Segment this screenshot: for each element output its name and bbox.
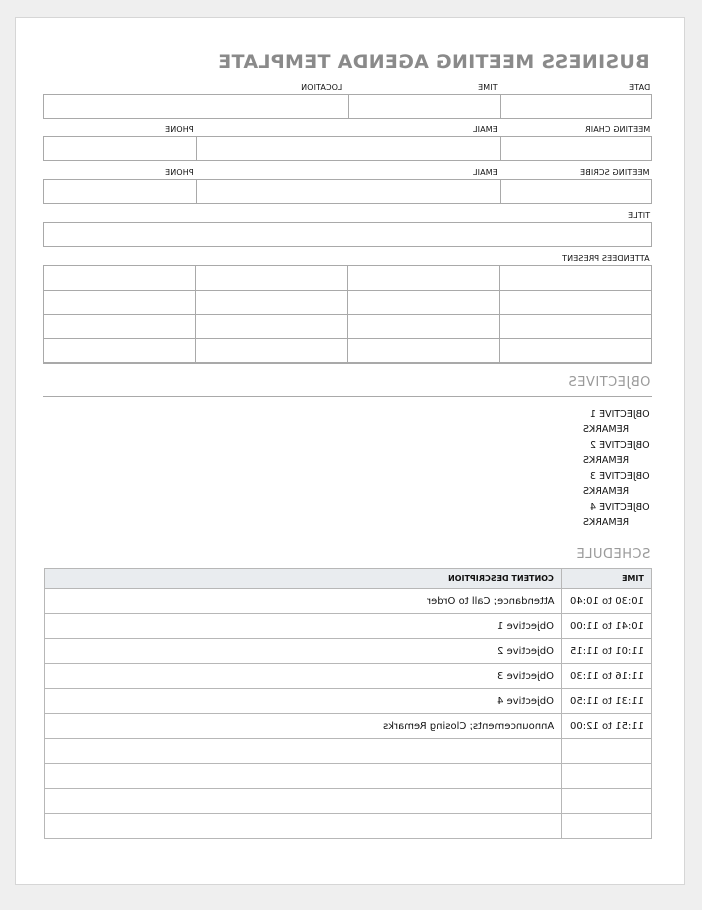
meeting-scribe-row xyxy=(43,179,652,204)
attendee-cell[interactable] xyxy=(347,339,499,362)
meeting-chair-row xyxy=(43,136,652,161)
table-row xyxy=(45,614,652,639)
attendee-cell[interactable] xyxy=(195,266,347,290)
chair-email-label: EMAIL xyxy=(473,125,498,134)
date-time-location-row xyxy=(43,94,652,119)
content-cell[interactable]: Objective 4 xyxy=(45,689,562,714)
table-row xyxy=(45,714,652,739)
date-label: DATE xyxy=(628,83,650,92)
content-cell[interactable]: Objective 1 xyxy=(45,614,562,639)
objective-1-label: OBJECTIVE 1 xyxy=(590,409,650,420)
time-cell[interactable]: 10:30 to 10:40 xyxy=(562,589,652,614)
schedule-table xyxy=(44,568,652,839)
attendee-cell[interactable] xyxy=(44,315,195,338)
location-label: LOCATION xyxy=(300,83,342,92)
meeting-chair-label: MEETING CHAIR xyxy=(584,125,650,134)
content-cell[interactable]: Announcements; Closing Remarks xyxy=(45,714,562,739)
time-cell[interactable]: 11:16 to 11:30 xyxy=(562,664,652,689)
content-cell[interactable] xyxy=(45,814,562,839)
chair-phone-field[interactable] xyxy=(44,137,196,160)
schedule-heading: SCHEDULE xyxy=(575,547,650,562)
scribe-phone-label: PHONE xyxy=(165,168,194,177)
content-cell[interactable]: Objective 3 xyxy=(45,664,562,689)
time-field[interactable] xyxy=(348,95,500,118)
attendee-cell[interactable] xyxy=(499,291,651,314)
page-title: BUSINESS MEETING AGENDA TEMPLATE xyxy=(218,51,650,73)
time-cell[interactable] xyxy=(562,789,652,814)
table-row xyxy=(45,589,652,614)
scribe-email-label: EMAIL xyxy=(473,168,498,177)
schedule-header-row xyxy=(45,569,652,589)
attendees-row xyxy=(44,314,651,338)
attendee-cell[interactable] xyxy=(499,315,651,338)
chair-email-field[interactable] xyxy=(196,137,500,160)
attendee-cell[interactable] xyxy=(44,291,195,314)
attendee-cell[interactable] xyxy=(44,339,195,362)
attendee-cell[interactable] xyxy=(499,339,651,362)
time-cell[interactable] xyxy=(562,764,652,789)
attendees-row xyxy=(44,290,651,314)
objective-2-label: OBJECTIVE 2 xyxy=(590,440,650,451)
title-label: TITLE xyxy=(627,211,650,220)
table-row xyxy=(45,664,652,689)
attendee-cell[interactable] xyxy=(195,339,347,362)
attendee-cell[interactable] xyxy=(195,315,347,338)
objective-3-label: OBJECTIVE 3 xyxy=(590,471,650,482)
content-cell[interactable]: Objective 2 xyxy=(45,639,562,664)
objective-3-remarks: REMARKS xyxy=(582,486,629,497)
objective-4-remarks: REMARKS xyxy=(582,517,629,528)
agenda-page xyxy=(15,17,685,885)
location-field[interactable] xyxy=(44,95,348,118)
table-row xyxy=(45,689,652,714)
attendees-row xyxy=(44,266,651,290)
attendees-row xyxy=(44,338,651,362)
attendees-present-label: ATTENDEES PRESENT xyxy=(562,254,650,263)
table-row xyxy=(45,639,652,664)
table-row xyxy=(45,814,652,839)
content-cell[interactable] xyxy=(45,789,562,814)
attendee-cell[interactable] xyxy=(347,291,499,314)
objectives-divider xyxy=(43,396,652,397)
time-cell[interactable]: 11:31 to 11:50 xyxy=(562,689,652,714)
objective-1-remarks: REMARKS xyxy=(582,424,629,435)
content-description-header: CONTENT DESCRIPTION xyxy=(45,569,562,589)
time-label: TIME xyxy=(478,83,498,92)
time-cell[interactable]: 11:51 to 12:00 xyxy=(562,714,652,739)
time-cell[interactable]: 11:01 to 11:15 xyxy=(562,639,652,664)
objectives-heading: OBJECTIVES xyxy=(567,375,650,390)
attendee-cell[interactable] xyxy=(499,266,651,290)
attendees-grid xyxy=(43,265,652,364)
objective-2-remarks: REMARKS xyxy=(582,455,629,466)
table-row xyxy=(45,764,652,789)
time-cell[interactable] xyxy=(562,739,652,764)
attendee-cell[interactable] xyxy=(44,266,195,290)
time-cell[interactable]: 10:41 to 11:00 xyxy=(562,614,652,639)
date-field[interactable] xyxy=(500,95,651,118)
time-header: TIME xyxy=(562,569,652,589)
content-cell[interactable]: Attendance; Call to Order xyxy=(45,589,562,614)
meeting-chair-field[interactable] xyxy=(500,137,651,160)
attendee-cell[interactable] xyxy=(347,315,499,338)
content-cell[interactable] xyxy=(45,764,562,789)
objective-4-label: OBJECTIVE 4 xyxy=(590,502,650,513)
table-row xyxy=(45,789,652,814)
scribe-phone-field[interactable] xyxy=(44,180,196,203)
time-cell[interactable] xyxy=(562,814,652,839)
content-cell[interactable] xyxy=(45,739,562,764)
meeting-scribe-label: MEETING SCRIBE xyxy=(580,168,650,177)
attendee-cell[interactable] xyxy=(195,291,347,314)
attendee-cell[interactable] xyxy=(347,266,499,290)
meeting-scribe-field[interactable] xyxy=(500,180,651,203)
chair-phone-label: PHONE xyxy=(165,125,194,134)
title-field[interactable] xyxy=(43,222,652,247)
table-row xyxy=(45,739,652,764)
scribe-email-field[interactable] xyxy=(196,180,500,203)
